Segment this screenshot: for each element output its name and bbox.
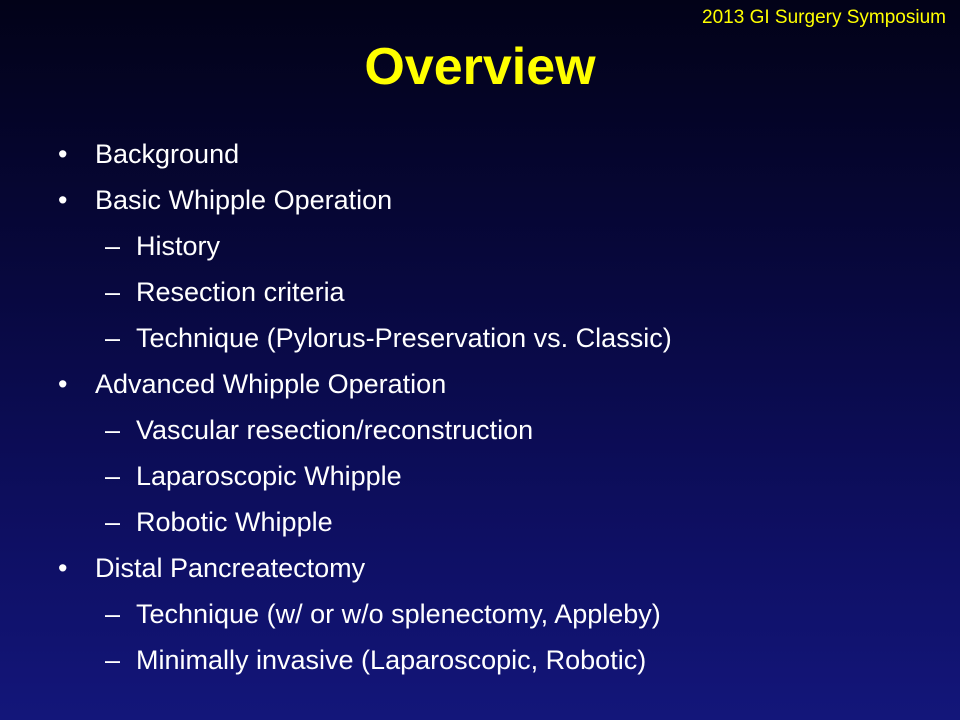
symposium-label: 2013 GI Surgery Symposium bbox=[702, 7, 946, 28]
bullet-marker: • bbox=[58, 185, 68, 215]
dash-marker: – bbox=[105, 415, 121, 445]
bullet-marker: • bbox=[58, 369, 68, 399]
sub-bullet-text: Resection criteria bbox=[136, 277, 345, 307]
dash-marker: – bbox=[105, 599, 121, 629]
bullet-text: Distal Pancreatectomy bbox=[95, 553, 366, 583]
sub-bullet-text: Technique (w/ or w/o splenectomy, Appleby) bbox=[136, 599, 661, 629]
dash-marker: – bbox=[105, 461, 121, 491]
bullet-text: Background bbox=[95, 139, 240, 169]
dash-marker: – bbox=[105, 645, 121, 675]
dash-marker: – bbox=[105, 323, 121, 353]
bullet-marker: • bbox=[58, 139, 68, 169]
slide-title: Overview bbox=[364, 38, 596, 96]
bullet-text: Advanced Whipple Operation bbox=[95, 369, 447, 399]
sub-bullet-text: History bbox=[136, 231, 221, 261]
sub-bullet-text: Laparoscopic Whipple bbox=[136, 461, 402, 491]
sub-bullet-text: Technique (Pylorus-Preservation vs. Classic) bbox=[136, 323, 672, 353]
sub-bullet-text: Minimally invasive (Laparoscopic, Robotic) bbox=[136, 645, 647, 675]
dash-marker: – bbox=[105, 277, 121, 307]
dash-marker: – bbox=[105, 231, 121, 261]
bullet-text: Basic Whipple Operation bbox=[95, 185, 393, 215]
bullet-marker: • bbox=[58, 553, 68, 583]
sub-bullet-text: Vascular resection/reconstruction bbox=[136, 415, 534, 445]
sub-bullet-text: Robotic Whipple bbox=[136, 507, 333, 537]
dash-marker: – bbox=[105, 507, 121, 537]
